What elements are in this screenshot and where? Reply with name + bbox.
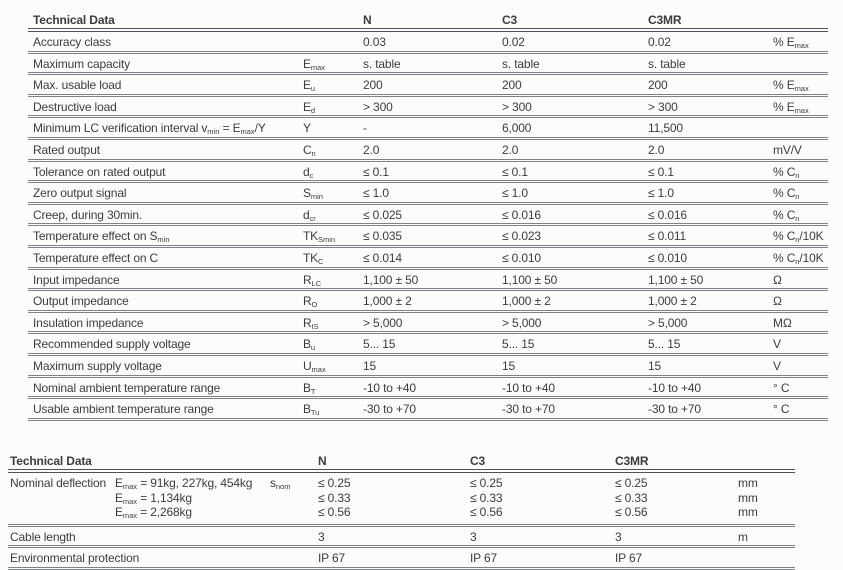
value-n: IP 67 [318, 551, 346, 566]
value-c3mr: 5... 15 [648, 337, 681, 352]
capacity-condition: $E_{max} = 2,268kg$ [115, 505, 192, 521]
unit: V [773, 337, 781, 352]
parameter-symbol: $R_O$ [303, 294, 318, 310]
parameter-label: Insulation impedance [33, 315, 144, 330]
table-row [28, 32, 828, 54]
capacity-condition: $E_{max} = 1,134kg$ [115, 490, 192, 506]
table-row [28, 140, 828, 162]
parameter-label: Nominal deflection [10, 476, 107, 490]
bottom-table-rows [8, 527, 795, 570]
value-c3mr: IP 67 [615, 551, 643, 566]
value-c3mr: 11,500 [648, 121, 683, 136]
value-n: 0.03 [363, 35, 386, 49]
value-c3: 3 [470, 529, 477, 544]
value-c3: ≤ 0.023 [502, 229, 541, 244]
parameter-symbol: $TK_{Smin}$ [303, 229, 336, 245]
parameter-label: Cable length [10, 529, 76, 544]
parameter-symbol: $E_{max}$ [303, 56, 326, 72]
parameter-symbol: $E_u$ [303, 78, 316, 94]
top-table-title: Technical Data [33, 13, 115, 27]
capacity-conditions [115, 476, 270, 520]
parameter-label: Output impedance [33, 294, 129, 309]
unit: mV/V [773, 142, 802, 157]
value-c3mr: ≤ 0.1 [648, 164, 674, 179]
bottom-table-header-row [8, 450, 795, 473]
parameter-label: Tolerance on rated output [33, 164, 166, 179]
parameter-label: Temperature effect on $S_{min}$ [33, 229, 170, 245]
value-n: s. table [363, 56, 401, 71]
table-row [28, 334, 828, 356]
parameter-symbol: Y [303, 121, 311, 136]
value-c3 [470, 476, 615, 520]
value-n: ≤ 0.035 [363, 229, 402, 244]
parameter-label: Usable ambient temperature range [33, 402, 214, 417]
top-technical-data-table [28, 10, 828, 421]
value-line: ≤ 0.56 [615, 505, 648, 520]
value-c3mr: ≤ 0.011 [648, 229, 687, 244]
value-c3mr: ≤ 0.010 [648, 250, 687, 265]
parameter-label: Minimum LC verification interval $v_{min} = E_{max}/Y$ [33, 121, 266, 137]
value-c3mr: 200 [648, 78, 668, 93]
table-row [28, 183, 828, 205]
column-header-c3mr: C3MR [648, 13, 682, 27]
unit: % $C_n/10K$ [773, 250, 824, 266]
parameter-label: Nominal ambient temperature range [33, 380, 221, 395]
unit-line: mm [738, 505, 758, 520]
column-header-c3: C3 [502, 13, 518, 27]
unit: ° C [773, 380, 790, 395]
unit: ° C [773, 402, 790, 417]
value-c3mr: s. table [648, 56, 686, 71]
unit: m [738, 529, 748, 544]
unit: % $E_{max}$ [773, 35, 809, 50]
capacity-condition: $E_{max} = 91kg$, 227kg, 454kg [115, 476, 253, 491]
table-row [28, 291, 828, 313]
unit: % $E_{max}$ [773, 78, 809, 94]
value-c3: 0.02 [502, 35, 525, 49]
parameter-label: Accuracy class [33, 35, 111, 49]
column-header-n: N [363, 13, 372, 27]
parameter-symbol: $C_n$ [303, 142, 316, 158]
column-header-c3mr: C3MR [615, 454, 649, 468]
value-n: -30 to +70 [363, 402, 416, 417]
unit: % $C_n$ [773, 164, 800, 180]
value-c3: -10 to +40 [502, 380, 555, 395]
value-n: 15 [363, 358, 377, 373]
value-c3mr: 15 [648, 358, 662, 373]
parameter-label: Temperature effect on C [33, 250, 159, 265]
table-row [28, 248, 828, 270]
parameter-label: Zero output signal [33, 186, 127, 201]
parameter-symbol: $B_{Tu}$ [303, 402, 320, 418]
unit-line: mm [738, 476, 758, 490]
value-line: ≤ 0.25 [470, 476, 503, 490]
value-n: ≤ 0.1 [363, 164, 389, 179]
value-c3: 200 [502, 78, 522, 93]
value-n: 2.0 [363, 142, 380, 157]
top-table-rows [28, 32, 828, 421]
parameter-label: Input impedance [33, 272, 120, 287]
parameter-label: Maximum capacity [33, 56, 130, 71]
table-row [28, 356, 828, 378]
value-c3mr: 3 [615, 529, 622, 544]
table-row [28, 399, 828, 421]
value-c3: 1,000 ± 2 [502, 294, 551, 309]
parameter-symbol: $E_d$ [303, 99, 316, 115]
parameter-symbol: $d_c$ [303, 164, 314, 180]
value-c3mr: 0.02 [648, 35, 671, 49]
value-n: 200 [363, 78, 383, 93]
unit: Ω [773, 294, 782, 309]
parameter-symbol: $B_u$ [303, 337, 316, 353]
bottom-technical-data-table [8, 450, 795, 570]
value-c3: 2.0 [502, 142, 519, 157]
table-row [28, 75, 828, 97]
value-c3mr: 2.0 [648, 142, 665, 157]
unit: % $C_n$ [773, 186, 800, 202]
value-c3: ≤ 1.0 [502, 186, 528, 201]
value-c3mr: ≤ 0.016 [648, 207, 687, 222]
unit: V [773, 358, 781, 373]
parameter-symbol: $s_{nom}$ [270, 476, 291, 491]
parameter-label: Creep, during 30min. [33, 207, 143, 222]
table-row [28, 118, 828, 140]
table-row [28, 54, 828, 76]
value-c3: s. table [502, 56, 540, 71]
parameter-symbol: $R_{IS}$ [303, 315, 319, 331]
value-c3mr: > 300 [648, 99, 678, 114]
value-c3: 5... 15 [502, 337, 535, 352]
value-n: 3 [318, 529, 325, 544]
parameter-symbol: $TK_C$ [303, 250, 324, 266]
value-c3: ≤ 0.010 [502, 250, 541, 265]
column-header-c3: C3 [470, 454, 486, 468]
value-n: - [363, 121, 367, 136]
parameter-label: Maximum supply voltage [33, 358, 162, 373]
value-c3mr [615, 476, 738, 520]
top-table-header-row [28, 10, 828, 32]
nominal-deflection-row [8, 473, 795, 527]
value-n: ≤ 1.0 [363, 186, 389, 201]
value-c3mr: 1,000 ± 2 [648, 294, 697, 309]
table-row [28, 205, 828, 227]
value-c3: > 300 [502, 99, 532, 114]
value-line: ≤ 0.25 [615, 476, 648, 490]
value-n: > 300 [363, 99, 393, 114]
parameter-label: Destructive load [33, 99, 117, 114]
parameter-symbol: $B_T$ [303, 380, 316, 396]
value-n: 5... 15 [363, 337, 396, 352]
parameter-label: Max. usable load [33, 78, 122, 93]
unit: Ω [773, 272, 782, 287]
value-c3: 6,000 [502, 121, 532, 136]
value-c3mr: ≤ 1.0 [648, 186, 674, 201]
parameter-symbol: $R_{LC}$ [303, 272, 322, 288]
value-c3: -30 to +70 [502, 402, 555, 417]
value-c3: ≤ 0.1 [502, 164, 528, 179]
table-row [28, 270, 828, 292]
unit-line: mm [738, 490, 758, 505]
value-c3: ≤ 0.016 [502, 207, 541, 222]
value-c3: IP 67 [470, 551, 498, 566]
unit [738, 476, 795, 520]
value-line: ≤ 0.25 [318, 476, 351, 490]
value-line: ≤ 0.33 [318, 490, 351, 505]
parameter-symbol: $S_{min}$ [303, 186, 323, 202]
parameter-symbol: $U_{max}$ [303, 358, 326, 374]
value-n: 1,100 ± 50 [363, 272, 419, 287]
unit: % $C_n$ [773, 207, 800, 223]
value-c3mr: -10 to +40 [648, 380, 701, 395]
parameter-symbol: $d_{cr}$ [303, 207, 316, 223]
value-c3mr: 1,100 ± 50 [648, 272, 704, 287]
value-c3mr: > 5,000 [648, 315, 688, 330]
value-n [318, 476, 470, 520]
table-row [28, 97, 828, 119]
value-n: -10 to +40 [363, 380, 416, 395]
value-n: > 5,000 [363, 315, 403, 330]
value-c3: 1,100 ± 50 [502, 272, 558, 287]
value-n: ≤ 0.025 [363, 207, 402, 222]
table-row [28, 313, 828, 335]
parameter-label: Environmental protection [10, 551, 140, 566]
table-row [28, 162, 828, 184]
table-row [28, 378, 828, 400]
table-row [8, 527, 795, 549]
value-n: 1,000 ± 2 [363, 294, 412, 309]
value-line: ≤ 0.56 [318, 505, 351, 520]
parameter-label: Rated output [33, 142, 100, 157]
bottom-table-title: Technical Data [10, 454, 92, 468]
value-n: ≤ 0.014 [363, 250, 402, 265]
value-c3mr: -30 to +70 [648, 402, 701, 417]
parameter-label: Recommended supply voltage [33, 337, 191, 352]
unit: % $C_n/10K$ [773, 229, 824, 245]
value-line: ≤ 0.33 [615, 490, 648, 505]
unit: MΩ [773, 315, 792, 330]
value-c3: 15 [502, 358, 516, 373]
value-c3: > 5,000 [502, 315, 542, 330]
table-row [28, 226, 828, 248]
column-header-n: N [318, 454, 327, 468]
value-line: ≤ 0.56 [470, 505, 503, 520]
unit: % $E_{max}$ [773, 99, 809, 115]
value-line: ≤ 0.33 [470, 490, 503, 505]
